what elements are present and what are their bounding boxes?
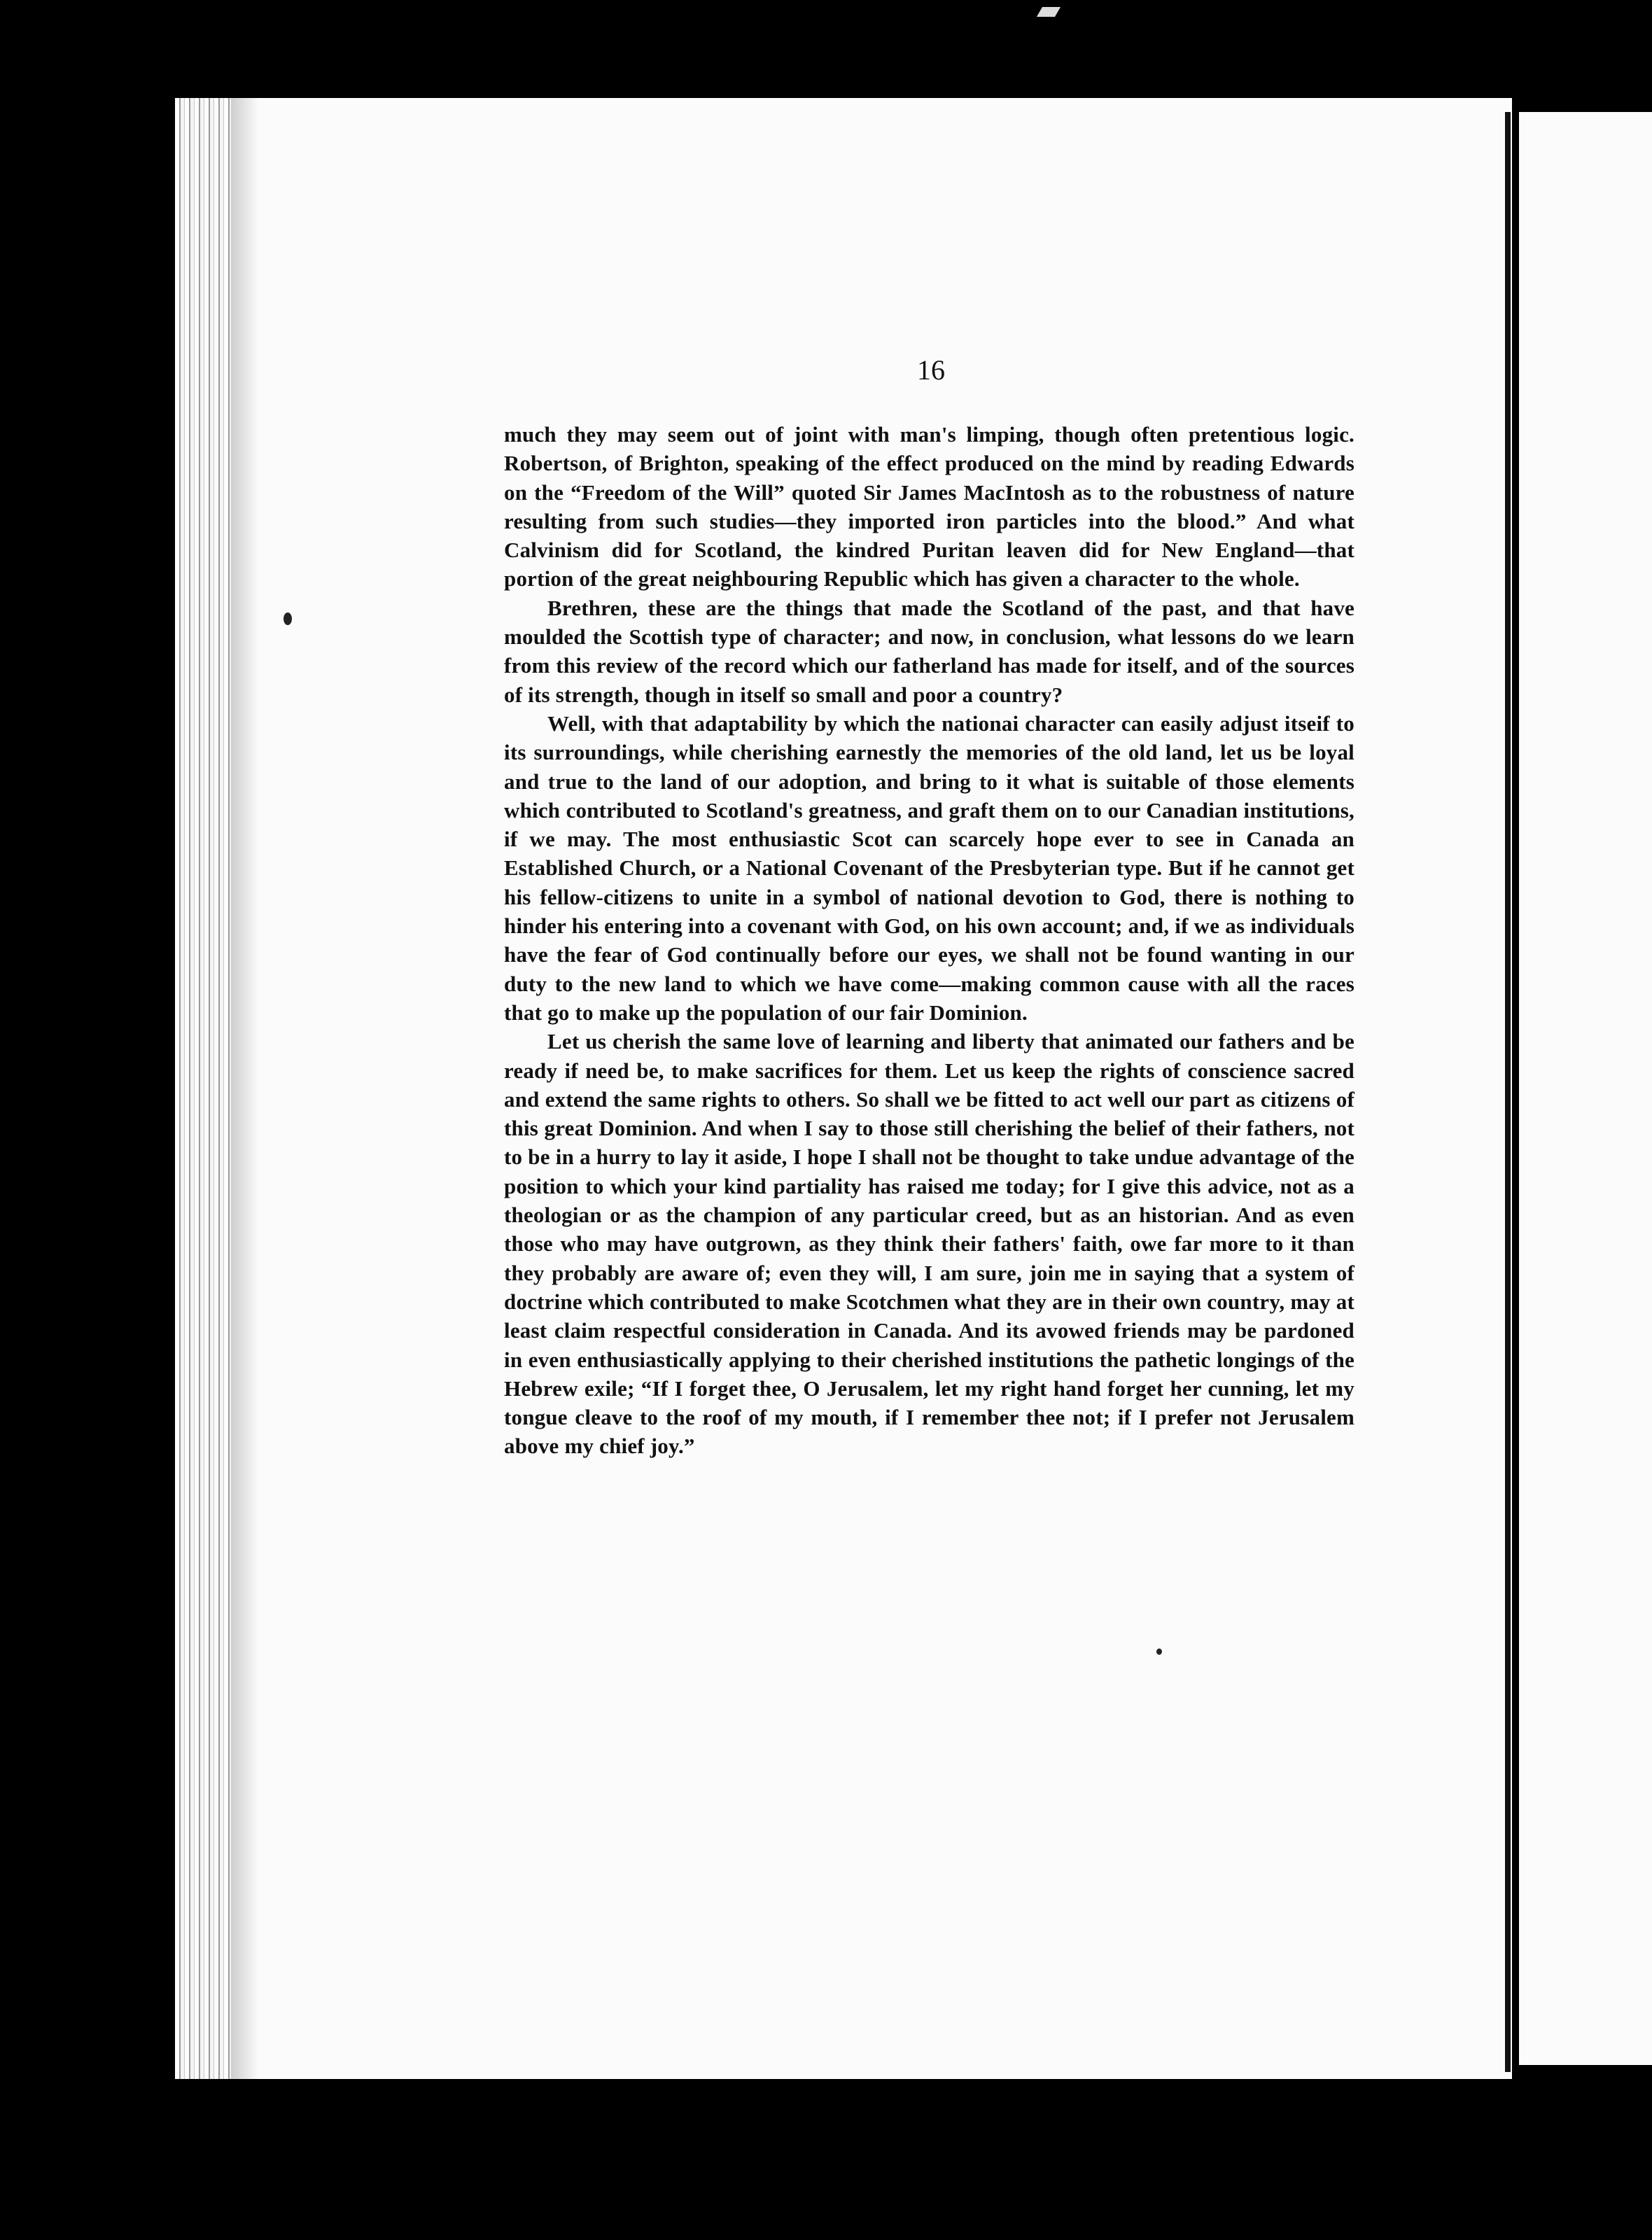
paragraph-4: Let us cherish the same love of learning and liberty that animated our fathers and be ready if need be, to make sacrifices for them. Let us keep the rights of conscience sacred and extend the same rights to others. So shall we be fitted to act well our part as citizens of this great Dominion. And when I say to those still cherishing the belief of their fathers, not to be in a hurry to lay it aside, I hope I shall not be thought to take undue advantage of the position to which your kind partiality has raised me today; for I give this advice, not as a theologian or as the champion of any particular creed, but as an historian. And as even those who may have outgrown, as they think their fathers' faith, owe far more to it than they probably are aware of; even they will, I am sure, join me in saying that a system of doctrine which contributed to make Scotchmen what they are in their own country, may at least claim respectful consideration in Canada. And its avowed friends may be pardoned in even enthusiastically applying to their cherished institutions the pathetic longings of the Hebrew exile; “If I forget thee, O Jerusalem, let my right hand forget her cunning, let my tongue cleave to the roof of my mouth, if I remember thee not; if I prefer not Jerusalem above my chief joy.” xyxy=(504,1029,1354,1459)
page-stack-edges xyxy=(175,98,238,2079)
margin-speck xyxy=(1156,1648,1162,1655)
margin-speck xyxy=(284,612,292,625)
paragraph-1: much they may seem out of joint with man's limping, though often pretentious logic. Robertson, of Brighton, speaking of the effect produced on the mind by reading Edwards on the “Freedom of the Will” quoted Sir James MacIntosh as to the robustness of nature resulting from such studies—they imported iron particles into the blood.” And what Calvinism did for Scotland, the kindred Puritan leaven did for New England—that portion of the great neighbouring Republic which has given a character to the whole. xyxy=(504,422,1354,592)
scan-mark xyxy=(1037,7,1060,17)
paragraph-3: Well, with that adaptability by which the nationai character can easily adjust itseif to its surroundings, while cherishing earnestly the memories of the old land, let us be loyal and true to the land of our adoption, and bring to it what is suitable of those elements which contributed to Scotland's greatness, and graft them on to our Canadian institutions, if we may. The most enthusiastic Scot can scarcely hope ever to see in Canada an Established Church, or a National Covenant of the Presbyterian type. But if he cannot get his fellow-citizens to unite in a symbol of national devotion to God, there is nothing to hinder his entering into a covenant with God, on his own account; and, if we as individuals have the fear of God continually before our eyes, we shall not be found wanting in our duty to the new land to which we have come—making common cause with all the races that go to make up the population of our fair Dominion. xyxy=(504,710,1354,1025)
body-text xyxy=(504,420,1354,1461)
book-spine xyxy=(1505,112,1511,2072)
paragraph-2: Brethren, these are the things that made the Scotland of the past, and that have moulded the Scottish type of character; and now, in conclusion, what lessons do we learn from this review of the record which our fatherland has made for itself, and of the sources of its strength, though in itself so small and poor a country? xyxy=(504,595,1354,707)
gutter-shadow xyxy=(231,98,259,2079)
facing-page-edge xyxy=(1519,112,1652,2065)
page-number: 16 xyxy=(917,354,945,386)
